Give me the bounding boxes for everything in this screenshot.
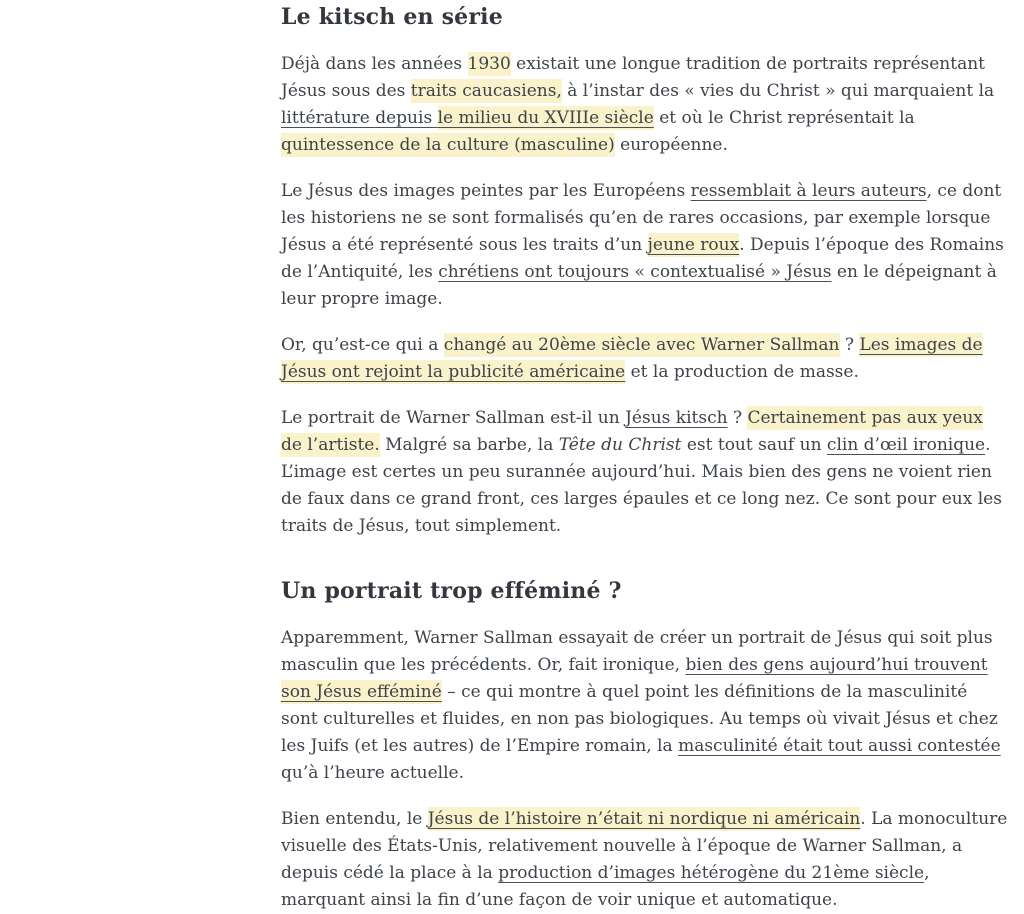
annotated-link[interactable]: production d’images hétérogène du 21ème siècle [498,863,925,883]
section-le-kitsch-en-serie [281,2,1009,540]
paragraph [281,178,1009,313]
text-run: Malgré sa barbe, la [379,435,559,455]
text-run: , ce dont les historiens ne se sont formalisés qu’en de rares occasions, par exemple lorsque Jésus a été représenté sous les traits d’un [281,181,1002,255]
text-run: . Depuis l’époque des Romains de l’Antiquité, les [281,235,1004,282]
text-run: , marquant ainsi la fin d’une façon de voir unique et automatique. [281,863,930,910]
section-heading-effemine: Un portrait trop efféminé ? [281,578,622,604]
annotated-link[interactable]: ressemblait à leurs auteurs [690,181,927,201]
text-run: à l’instar des « vies du Christ » qui marquaient la [561,81,995,101]
text-run: . L’image est certes un peu surannée aujourd’hui. Mais bien des gens ne voient rien de faux dans ce grand front, ces larges épaules et ce long nez. Ce sont pour eux les traits de Jésus, tout simplement. [281,435,1002,536]
paragraph [281,405,1009,540]
text-run: existait une longue tradition de portraits représentant Jésus sous des [281,54,985,101]
text-run: ? [839,335,860,355]
highlighted-text: changé au 20ème siècle avec Warner Sallman [443,335,840,355]
text-run: Or, qu’est-ce qui a [281,335,444,355]
text-run: . La monoculture visuelle des États-Unis, relativement nouvelle à l’époque de Warner Sallman, a depuis cédé la place à la [281,809,1008,883]
annotated-link[interactable]: bien des gens aujourd’hui trouvent [685,655,988,675]
text-run: en le dépeignant à leur propre image. [281,262,997,309]
text-run: est tout sauf un [681,435,827,455]
text-run: Bien entendu, le [281,809,428,829]
article-content [281,0,1009,914]
annotated-link[interactable]: masculinité était tout aussi contestée [678,736,1001,756]
paragraph [281,806,1009,914]
text-run: Déjà dans les années [281,54,468,74]
annotated-link[interactable]: littérature depuis [281,108,438,128]
annotated-link[interactable]: jeune roux [647,235,740,255]
highlighted-text: Certainement pas aux yeux de l’artiste. [281,408,983,455]
paragraph [281,332,1009,386]
text-run: Tête du Christ [558,435,682,455]
text-run: européenne. [614,135,728,155]
annotated-link[interactable]: Jésus de l’histoire n’était ni nordique ni américain [427,809,861,829]
highlighted-text: traits caucasiens, [410,81,562,101]
annotated-link[interactable]: son Jésus efféminé [281,682,442,702]
text-run: Apparemment, Warner Sallman essayait de créer un portrait de Jésus qui soit plus masculin que les précédents. Or, fait ironique, [281,628,993,675]
text-run: et la production de masse. [625,362,859,382]
highlighted-text: 1930 [467,54,511,74]
text-run: et où le Christ représentait la [653,108,915,128]
annotated-link[interactable]: clin d’œil ironique [826,435,986,455]
paragraph [281,625,1009,787]
text-run: – ce qui montre à quel point les définitions de la masculinité sont culturelles et fluides, en non pas biologiques. Au temps où vivait Jésus et chez les Juifs (et les autres) de l’Empire romain, la [281,682,998,756]
section-portrait-effemine [281,576,1009,914]
text-run: Le Jésus des images peintes par les Européens [281,181,691,201]
annotated-link[interactable]: Jésus kitsch [625,408,728,428]
text-run: Le portrait de Warner Sallman est-il un [281,408,626,428]
section-heading-kitsch: Le kitsch en série [281,4,503,30]
paragraph [281,51,1009,159]
highlighted-text: quintessence de la culture (masculine) [281,135,615,155]
text-run: ? [727,408,748,428]
annotated-link[interactable]: Les images de Jésus ont rejoint la publicité américaine [281,335,983,382]
text-run: qu’à l’heure actuelle. [281,763,464,783]
annotated-link[interactable]: le milieu du XVIIIe siècle [437,108,654,128]
annotated-link[interactable]: chrétiens ont toujours « contextualisé » Jésus [438,262,832,282]
